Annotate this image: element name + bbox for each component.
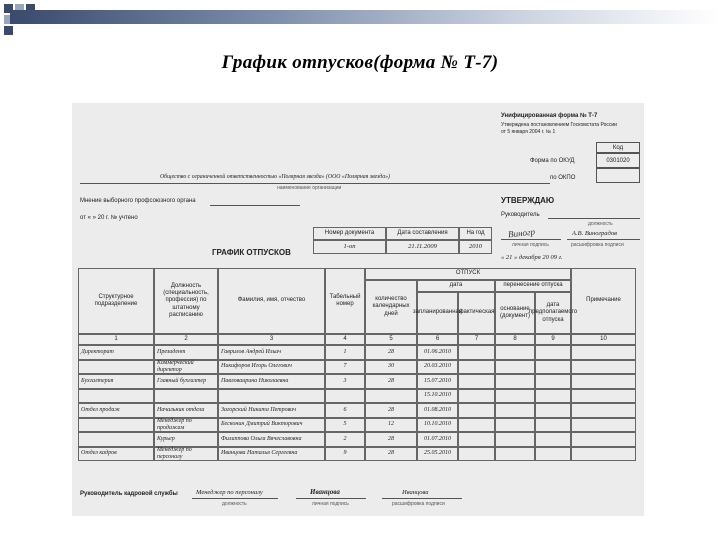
header-note: Примечание <box>571 268 636 334</box>
table-cell: Павловаирина Николаевна <box>218 374 325 389</box>
table-cell: Отдел продаж <box>78 403 154 418</box>
footer-signature-caption: личная подпись <box>312 501 349 507</box>
table-cell: 28 <box>365 432 417 447</box>
header-vacation-group: ОТПУСК <box>365 268 571 280</box>
header-date: дата <box>417 280 495 292</box>
footer-name-caption: расшифровка подписи <box>392 501 445 507</box>
organization-line <box>80 183 550 184</box>
table-cell <box>458 345 495 360</box>
head-position-caption: должность <box>588 221 613 227</box>
document-title: ГРАФИК ОТПУСКОВ <box>212 248 291 257</box>
table-cell: 30 <box>365 360 417 375</box>
table-cell <box>571 345 636 360</box>
table-cell <box>78 360 154 375</box>
table-cell: 3 <box>325 374 365 389</box>
table-cell <box>495 418 535 433</box>
table-cell: 28 <box>365 447 417 462</box>
header-basis: основание (документ) <box>495 292 535 334</box>
okpo-label: по ОКПО <box>550 175 576 181</box>
table-cell: Менеджер по персоналу <box>154 447 218 462</box>
table-cell <box>365 389 417 404</box>
table-cell: Иванцова Наталья Сергеевна <box>218 447 325 462</box>
header-expected-date: дата предполагаемого отпуска <box>535 292 571 334</box>
table-cell: 28 <box>365 403 417 418</box>
table-cell <box>495 360 535 375</box>
table-cell: Менеджер по продажам <box>154 418 218 433</box>
table-cell <box>495 447 535 462</box>
table-cell <box>571 403 636 418</box>
footer-signature: Иванцова <box>310 488 340 496</box>
table-cell <box>571 447 636 462</box>
header-actual: фактическая <box>458 292 495 334</box>
approved-line-2: от 5 января 2004 г. № 1 <box>501 129 556 135</box>
table-cell: 7 <box>325 360 365 375</box>
header-tab-no: Табельный номер <box>325 268 365 334</box>
signature-line <box>501 239 561 240</box>
table-cell <box>535 374 571 389</box>
footer-label: Руководитель кадровой службы <box>80 491 178 497</box>
table-cell: Никифоров Игорь Олегович <box>218 360 325 375</box>
column-number: 4 <box>325 334 365 345</box>
table-cell: Главный бухгалтер <box>154 374 218 389</box>
table-cell: 1 <box>325 345 365 360</box>
doc-year-value: 2010 <box>459 240 492 254</box>
table-cell: Начальник отдела <box>154 403 218 418</box>
table-cell: 5 <box>325 418 365 433</box>
union-from-line: от « » 20 г. № учтено <box>80 215 138 221</box>
table-cell <box>535 432 571 447</box>
header-position: Должность (специальность, профессия) по штатному расписанию <box>154 268 218 334</box>
table-cell <box>571 360 636 375</box>
table-cell <box>571 418 636 433</box>
name-line <box>567 239 640 240</box>
table-cell: Загорский Никита Петрович <box>218 403 325 418</box>
signature-caption: личная подпись <box>512 242 549 248</box>
table-cell <box>78 418 154 433</box>
name-caption: расшифровка подписи <box>571 242 624 248</box>
header-planned: запланированная <box>417 292 458 334</box>
table-cell: 9 <box>325 447 365 462</box>
table-cell <box>571 374 636 389</box>
table-cell <box>535 403 571 418</box>
code-header: Код <box>596 142 640 153</box>
doc-number-value: 1-оп <box>313 240 386 254</box>
footer-position-line <box>192 498 278 499</box>
column-number: 1 <box>78 334 154 345</box>
table-cell: Директорат <box>78 345 154 360</box>
organization-name: Общество с ограниченной ответственностью «Полярная звезда» (ООО «Полярная звезда») <box>160 174 390 180</box>
table-cell <box>495 374 535 389</box>
table-cell: Филиппова Ольга Вячеславовна <box>218 432 325 447</box>
table-cell: 6 <box>325 403 365 418</box>
table-cell <box>535 389 571 404</box>
table-cell <box>325 389 365 404</box>
table-cell: 15.07.2010 <box>417 374 458 389</box>
table-cell: 15.10.2010 <box>417 389 458 404</box>
table-cell <box>458 360 495 375</box>
approval-date: « 21 » декабря 20 09 г. <box>501 254 563 261</box>
table-cell: Коммерческий директор <box>154 360 218 375</box>
table-cell: 01.07.2010 <box>417 432 458 447</box>
table-cell: Бесконин Дмитрий Викторович <box>218 418 325 433</box>
column-number: 7 <box>458 334 495 345</box>
unified-form-label: Унифицированная форма № Т-7 <box>501 113 598 119</box>
slide-title: График отпусков(форма № Т-7) <box>221 52 499 73</box>
director-signature: Виногр <box>507 226 536 240</box>
table-cell <box>218 389 325 404</box>
column-number: 6 <box>417 334 458 345</box>
table-cell <box>458 418 495 433</box>
footer-name: Иванцова <box>402 489 429 496</box>
head-label: Руководитель <box>501 212 540 218</box>
table-cell <box>458 432 495 447</box>
table-cell: Отдел кадров <box>78 447 154 462</box>
table-cell: Бухгалтерия <box>78 374 154 389</box>
table-cell: 20.03.2010 <box>417 360 458 375</box>
column-number: 3 <box>218 334 325 345</box>
table-cell <box>495 345 535 360</box>
footer-signature-line <box>296 498 366 499</box>
table-cell: 28 <box>365 345 417 360</box>
table-cell <box>78 432 154 447</box>
table-cell: 12 <box>365 418 417 433</box>
header-unit: Структурное подразделение <box>78 268 154 334</box>
doc-date-value: 21.11.2009 <box>386 240 459 254</box>
union-opinion-label: Мнение выборного профсоюзного органа <box>80 198 196 204</box>
table-cell <box>535 447 571 462</box>
table-cell <box>495 403 535 418</box>
table-cell <box>571 432 636 447</box>
vacation-schedule-table <box>78 268 636 461</box>
table-cell: Президент <box>154 345 218 360</box>
form-document <box>72 103 644 516</box>
doc-date-header: Дата составления <box>386 227 459 240</box>
table-cell <box>535 360 571 375</box>
column-number: 8 <box>495 334 535 345</box>
table-cell <box>78 389 154 404</box>
union-line <box>210 205 300 206</box>
table-cell <box>535 418 571 433</box>
doc-number-header: Номер документа <box>313 227 386 240</box>
header-transfer: перенесение отпуска <box>495 280 571 292</box>
column-number: 9 <box>535 334 571 345</box>
head-position-line <box>548 218 640 219</box>
okud-label: Форма по ОКУД <box>530 158 575 164</box>
table-cell: 28 <box>365 374 417 389</box>
okpo-code-box <box>596 168 640 183</box>
director-name: А.В. Виноградов <box>572 230 617 237</box>
table-cell: 2 <box>325 432 365 447</box>
column-number: 2 <box>154 334 218 345</box>
table-cell <box>495 389 535 404</box>
column-number: 5 <box>365 334 417 345</box>
footer-name-line <box>382 498 462 499</box>
table-cell: 25.05.2010 <box>417 447 458 462</box>
organization-caption: наименование организации <box>277 185 342 191</box>
okud-code: 0301020 <box>596 153 640 168</box>
table-cell <box>458 374 495 389</box>
table-cell: Курьер <box>154 432 218 447</box>
doc-year-header: На год <box>459 227 492 240</box>
header-gradient-bar <box>10 10 720 24</box>
table-cell: 01.06.2010 <box>417 345 458 360</box>
column-number: 10 <box>571 334 636 345</box>
table-cell <box>458 403 495 418</box>
table-cell <box>458 389 495 404</box>
table-cell <box>571 389 636 404</box>
header-days: количество календарных дней <box>365 280 417 334</box>
footer-position: Менеджер по персоналу <box>196 489 263 496</box>
approve-label: УТВЕРЖДАЮ <box>501 196 555 205</box>
table-cell <box>495 432 535 447</box>
approved-line-1: Утверждена постановлением Госкомстата России <box>501 122 617 128</box>
table-cell <box>458 447 495 462</box>
table-cell <box>535 345 571 360</box>
table-cell <box>154 389 218 404</box>
table-cell: 01.08.2010 <box>417 403 458 418</box>
header-name: Фамилия, имя, отчество <box>218 268 325 334</box>
table-cell: 10.10.2010 <box>417 418 458 433</box>
table-cell: Гаврилов Андрей Ильич <box>218 345 325 360</box>
footer-position-caption: должность <box>222 501 247 507</box>
